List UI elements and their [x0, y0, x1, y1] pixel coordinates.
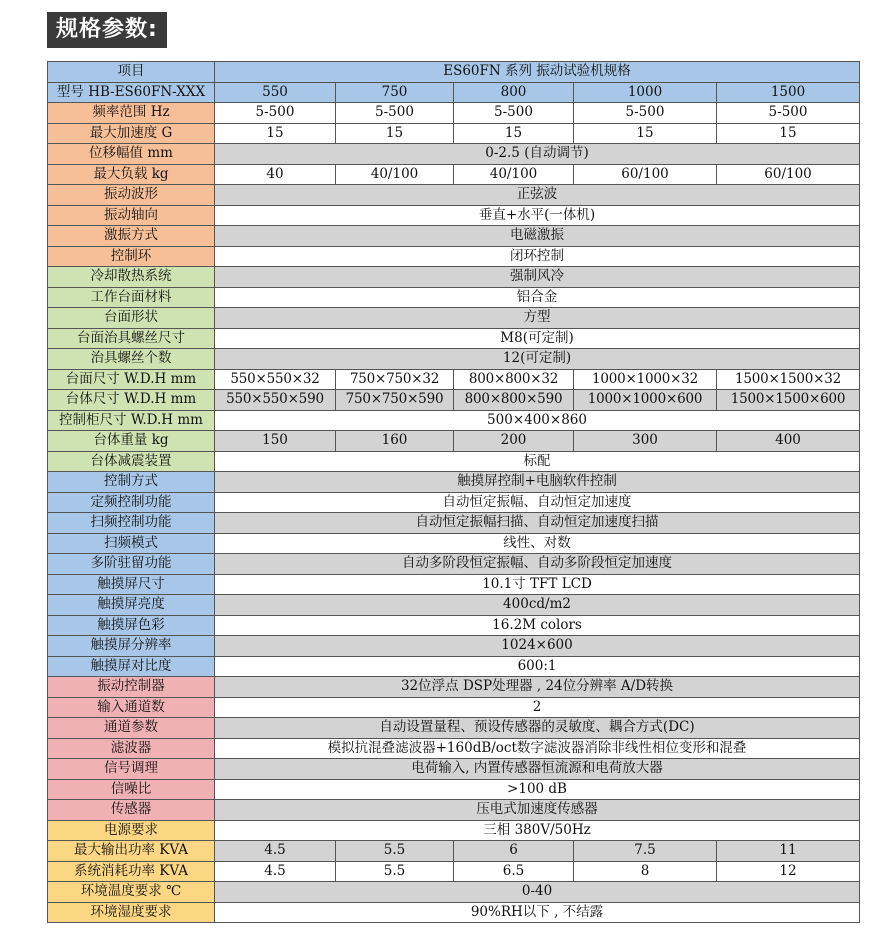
- spec-value: 自动恒定振幅、自动恒定加速度: [215, 492, 860, 513]
- spec-label: 位移幅值 mm: [48, 144, 215, 165]
- spec-value: 800×800×32: [454, 369, 574, 390]
- spec-row: [48, 636, 860, 657]
- spec-table: [47, 61, 860, 923]
- spec-label: 台面尺寸 W.D.H mm: [48, 369, 215, 390]
- spec-row: [48, 144, 860, 165]
- spec-value: 500×400×860: [215, 410, 860, 431]
- spec-label: 频率范围 Hz: [48, 103, 215, 124]
- spec-value: 1000×1000×32: [574, 369, 717, 390]
- spec-value: M8(可定制): [215, 328, 860, 349]
- header-title: ES60FN 系列 振动试验机规格: [215, 62, 860, 83]
- spec-value: 标配: [215, 451, 860, 472]
- spec-value: 5.5: [336, 841, 454, 862]
- spec-label: 触摸屏亮度: [48, 595, 215, 616]
- spec-value: 0-2.5 (自动调节): [215, 144, 860, 165]
- spec-value: 线性、对数: [215, 533, 860, 554]
- spec-label: 台体重量 kg: [48, 431, 215, 452]
- spec-label: 电源要求: [48, 820, 215, 841]
- spec-label: 系统消耗功率 KVA: [48, 861, 215, 882]
- spec-label: 振动轴向: [48, 205, 215, 226]
- spec-row: [48, 841, 860, 862]
- spec-label: 振动波形: [48, 185, 215, 206]
- spec-row: [48, 472, 860, 493]
- spec-value: 12(可定制): [215, 349, 860, 370]
- spec-row: [48, 205, 860, 226]
- spec-value: 强制风冷: [215, 267, 860, 288]
- spec-value: 触摸屏控制+电脑软件控制: [215, 472, 860, 493]
- spec-value: 自动设置量程、预设传感器的灵敏度、耦合方式(DC): [215, 718, 860, 739]
- section-heading: 规格参数:: [47, 12, 167, 48]
- spec-value: 4.5: [215, 841, 336, 862]
- spec-row: [48, 226, 860, 247]
- spec-label: 控制环: [48, 246, 215, 267]
- spec-label: 触摸屏色彩: [48, 615, 215, 636]
- spec-value: 60/100: [574, 164, 717, 185]
- spec-label: 扫频模式: [48, 533, 215, 554]
- spec-row: [48, 451, 860, 472]
- spec-row: [48, 328, 860, 349]
- spec-value: >100 dB: [215, 779, 860, 800]
- spec-value: 600:1: [215, 656, 860, 677]
- spec-label: 激振方式: [48, 226, 215, 247]
- spec-row: [48, 677, 860, 698]
- spec-label: 台体尺寸 W.D.H mm: [48, 390, 215, 411]
- spec-value: 5-500: [454, 103, 574, 124]
- spec-label: 输入通道数: [48, 697, 215, 718]
- spec-value: 750×750×590: [336, 390, 454, 411]
- spec-value: 15: [574, 123, 717, 144]
- spec-value: 正弦波: [215, 185, 860, 206]
- spec-row: [48, 349, 860, 370]
- spec-row: [48, 308, 860, 329]
- spec-label: 台面治具螺丝尺寸: [48, 328, 215, 349]
- spec-value: 方型: [215, 308, 860, 329]
- spec-value: 自动多阶段恒定振幅、自动多阶段恒定加速度: [215, 554, 860, 575]
- header-row: [48, 62, 860, 83]
- spec-value: 三相 380V/50Hz: [215, 820, 860, 841]
- spec-label: 振动控制器: [48, 677, 215, 698]
- spec-row: [48, 861, 860, 882]
- spec-row: [48, 902, 860, 923]
- spec-value: 5-500: [336, 103, 454, 124]
- spec-label: 触摸屏尺寸: [48, 574, 215, 595]
- spec-label: 治具螺丝个数: [48, 349, 215, 370]
- model-value: 550: [215, 82, 336, 103]
- spec-value: 550×550×590: [215, 390, 336, 411]
- spec-label: 触摸屏对比度: [48, 656, 215, 677]
- spec-label: 工作台面材料: [48, 287, 215, 308]
- model-value: 750: [336, 82, 454, 103]
- spec-label: 冷却散热系统: [48, 267, 215, 288]
- spec-value: 400: [717, 431, 860, 452]
- spec-label: 定频控制功能: [48, 492, 215, 513]
- spec-value: 60/100: [717, 164, 860, 185]
- spec-value: 电荷输入, 内置传感器恒流源和电荷放大器: [215, 759, 860, 780]
- spec-row: [48, 390, 860, 411]
- header-item-label: 项目: [48, 62, 215, 83]
- spec-row: [48, 820, 860, 841]
- spec-row: [48, 246, 860, 267]
- spec-label: 台面形状: [48, 308, 215, 329]
- spec-value: 550×550×32: [215, 369, 336, 390]
- model-value: 800: [454, 82, 574, 103]
- spec-value: 90%RH以下 , 不结露: [215, 902, 860, 923]
- spec-value: 12: [717, 861, 860, 882]
- spec-value: 2: [215, 697, 860, 718]
- spec-value: 5-500: [574, 103, 717, 124]
- spec-value: 32位浮点 DSP处理器 , 24位分辨率 A/D转换: [215, 677, 860, 698]
- spec-label: 控制柜尺寸 W.D.H mm: [48, 410, 215, 431]
- spec-row: [48, 574, 860, 595]
- spec-row: [48, 738, 860, 759]
- spec-row: [48, 369, 860, 390]
- spec-row: [48, 718, 860, 739]
- spec-value: 300: [574, 431, 717, 452]
- spec-label: 滤波器: [48, 738, 215, 759]
- spec-label: 扫频控制功能: [48, 513, 215, 534]
- spec-value: 15: [215, 123, 336, 144]
- spec-value: 6.5: [454, 861, 574, 882]
- model-value: 1000: [574, 82, 717, 103]
- spec-value: 铝合金: [215, 287, 860, 308]
- spec-row: [48, 123, 860, 144]
- spec-value: 11: [717, 841, 860, 862]
- spec-value: 5-500: [717, 103, 860, 124]
- spec-value: 电磁激振: [215, 226, 860, 247]
- model-row: [48, 82, 860, 103]
- spec-row: [48, 267, 860, 288]
- spec-value: 7.5: [574, 841, 717, 862]
- spec-value: 160: [336, 431, 454, 452]
- spec-value: 1024×600: [215, 636, 860, 657]
- spec-label: 信号调理: [48, 759, 215, 780]
- spec-value: 自动恒定振幅扫描、自动恒定加速度扫描: [215, 513, 860, 534]
- spec-value: 16.2M colors: [215, 615, 860, 636]
- spec-value: 6: [454, 841, 574, 862]
- spec-value: 400cd/m2: [215, 595, 860, 616]
- spec-value: 5.5: [336, 861, 454, 882]
- spec-row: [48, 492, 860, 513]
- spec-row: [48, 164, 860, 185]
- spec-label: 最大负载 kg: [48, 164, 215, 185]
- spec-value: 750×750×32: [336, 369, 454, 390]
- spec-row: [48, 779, 860, 800]
- spec-value: 1500×1500×32: [717, 369, 860, 390]
- spec-value: 150: [215, 431, 336, 452]
- spec-label: 最大输出功率 KVA: [48, 841, 215, 862]
- spec-value: 5-500: [215, 103, 336, 124]
- spec-row: [48, 656, 860, 677]
- spec-row: [48, 431, 860, 452]
- spec-value: 1500×1500×600: [717, 390, 860, 411]
- spec-value: 1000×1000×600: [574, 390, 717, 411]
- spec-row: [48, 554, 860, 575]
- spec-row: [48, 103, 860, 124]
- spec-value: 模拟抗混叠滤波器+160dB/oct数字滤波器消除非线性相位变形和混叠: [215, 738, 860, 759]
- spec-label: 传感器: [48, 800, 215, 821]
- spec-label: 通道参数: [48, 718, 215, 739]
- spec-row: [48, 185, 860, 206]
- model-value: 1500: [717, 82, 860, 103]
- spec-value: 800×800×590: [454, 390, 574, 411]
- spec-value: 15: [336, 123, 454, 144]
- spec-value: 10.1寸 TFT LCD: [215, 574, 860, 595]
- spec-row: [48, 800, 860, 821]
- model-row-label: 型号 HB-ES60FN-XXX: [48, 82, 215, 103]
- spec-value: 垂直+水平(一体机): [215, 205, 860, 226]
- spec-value: 0-40: [215, 882, 860, 903]
- spec-value: 40: [215, 164, 336, 185]
- spec-row: [48, 697, 860, 718]
- spec-value: 200: [454, 431, 574, 452]
- spec-label: 信噪比: [48, 779, 215, 800]
- spec-value: 压电式加速度传感器: [215, 800, 860, 821]
- spec-label: 最大加速度 G: [48, 123, 215, 144]
- spec-label: 环境湿度要求: [48, 902, 215, 923]
- spec-value: 15: [454, 123, 574, 144]
- spec-row: [48, 533, 860, 554]
- spec-value: 40/100: [454, 164, 574, 185]
- spec-value: 40/100: [336, 164, 454, 185]
- spec-row: [48, 410, 860, 431]
- spec-label: 多阶驻留功能: [48, 554, 215, 575]
- spec-value: 15: [717, 123, 860, 144]
- spec-row: [48, 615, 860, 636]
- spec-label: 控制方式: [48, 472, 215, 493]
- spec-value: 4.5: [215, 861, 336, 882]
- spec-row: [48, 759, 860, 780]
- spec-label: 台体减震装置: [48, 451, 215, 472]
- spec-label: 触摸屏分辨率: [48, 636, 215, 657]
- spec-row: [48, 287, 860, 308]
- spec-value: 闭环控制: [215, 246, 860, 267]
- spec-row: [48, 513, 860, 534]
- spec-row: [48, 882, 860, 903]
- spec-label: 环境温度要求 ℃: [48, 882, 215, 903]
- spec-value: 8: [574, 861, 717, 882]
- spec-row: [48, 595, 860, 616]
